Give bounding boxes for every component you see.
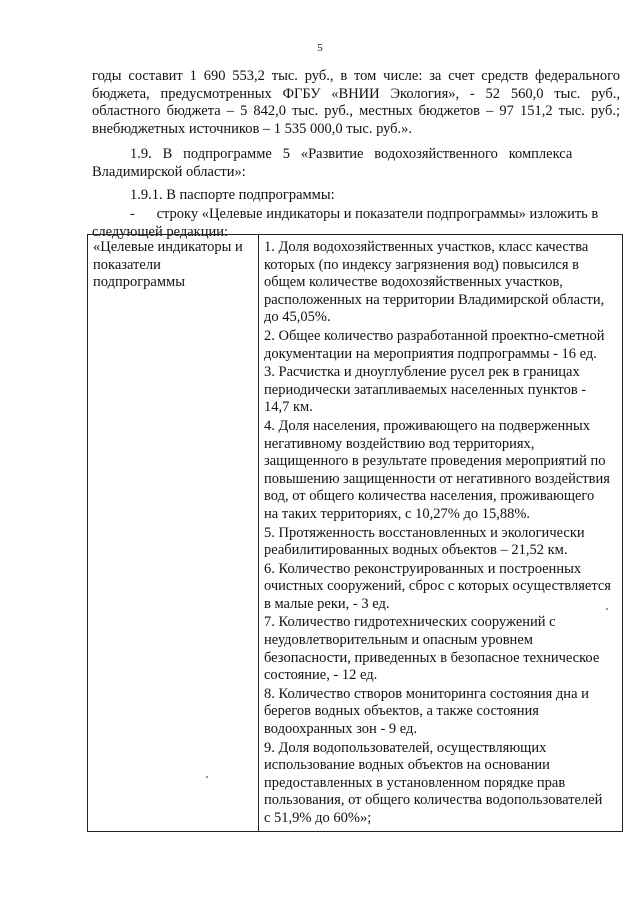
item-line: 2. Общее количество разработанной проектно-сметной xyxy=(264,327,605,344)
passport-heading xyxy=(92,187,620,205)
text-line: внебюджетных источников – 1 535 000,0 тыс. руб.». xyxy=(92,120,413,137)
item-line: 4. Доля населения, проживающего на подверженных xyxy=(264,417,591,434)
indicator-item xyxy=(264,364,618,417)
indicator-item xyxy=(264,686,618,739)
text-line: 1.9.1. В паспорте подпрограммы: xyxy=(130,187,335,203)
item-line: 6. Количество реконструированных и построенных xyxy=(264,560,582,577)
item-line: берегов водных объектов, а также состояния xyxy=(264,703,539,720)
item-line: на таких территориях, с 10,27% до 15,88%. xyxy=(264,505,531,522)
item-line: использование водных объектов на основании xyxy=(264,757,550,774)
table-row xyxy=(88,235,623,832)
indicator-values-cell xyxy=(259,235,623,832)
item-line: 8. Количество створов мониторинга состояния дна и xyxy=(264,685,589,702)
item-line: расположенных на территории Владимирской области, xyxy=(264,291,605,308)
item-line: негативному воздействию вод территориях, xyxy=(264,435,535,452)
text-line: следующей редакции: xyxy=(92,223,229,240)
indicators-table xyxy=(87,234,623,832)
item-line: 7. Количество гидротехнических сооружений с xyxy=(264,614,556,631)
text-line: бюджета, предусмотренных ФГБУ «ВНИИ Экология», - 52 560,0 тыс. руб., xyxy=(92,85,620,102)
item-line: защищенного в результате проведения мероприятий по xyxy=(264,453,606,470)
item-line: 14,7 км. xyxy=(264,399,313,416)
item-line: периодически затапливаемых населенных пунктов - xyxy=(264,381,587,398)
indicator-item xyxy=(264,525,618,560)
text-line: годы составит 1 690 553,2 тыс. руб., в том числе: за счет средств федерального xyxy=(92,68,620,84)
item-line: 1. Доля водохозяйственных участков, класс качества xyxy=(264,239,589,255)
item-line: повышению защищенности от негативного воздействия xyxy=(264,470,610,487)
item-line: реабилитированных водных объектов – 21,52 км. xyxy=(264,542,568,559)
indicator-item xyxy=(264,418,618,524)
indicator-item xyxy=(264,740,618,828)
subprogram-paragraph xyxy=(92,146,620,181)
indicator-item xyxy=(264,614,618,684)
item-line: в малые реки, - 3 ед. xyxy=(264,595,390,612)
indicator-item xyxy=(264,239,618,327)
indicator-item xyxy=(264,561,618,614)
item-line: очистных сооружений, сброс с которых осуществляется xyxy=(264,578,611,595)
label-line: показатели xyxy=(93,256,161,273)
item-line: неудовлетворительным и опасным уровнем xyxy=(264,632,533,649)
item-line: вод, от общего количества населения, проживающего xyxy=(264,488,595,505)
text-line: Владимирской области»: xyxy=(92,163,246,180)
indicator-label-cell xyxy=(88,235,259,832)
item-line: 3. Расчистка и дноуглубление русел рек в границах xyxy=(264,364,580,381)
label-line: «Целевые индикаторы и xyxy=(93,239,243,255)
text-line: 1.9. В подпрограмме 5 «Развитие водохозяйственного комплекса xyxy=(130,146,573,162)
scan-speck xyxy=(606,608,608,610)
page-number: 5 xyxy=(317,42,323,54)
item-line: с 51,9% до 60%»; xyxy=(264,810,372,826)
item-line: предоставленных в установленном порядке прав xyxy=(264,774,566,791)
text-line: областного бюджета – 5 842,0 тыс. руб., местных бюджетов – 97 151,2 тыс. руб.; xyxy=(92,103,620,119)
text-line: - строку «Целевые индикаторы и показатели подпрограммы» изложить в xyxy=(130,206,599,222)
item-line: документации на мероприятия подпрограммы - 16 ед. xyxy=(264,345,597,362)
item-line: 5. Протяженность восстановленных и экологически xyxy=(264,524,585,541)
item-line: общем количестве водохозяйственных участков, xyxy=(264,274,563,291)
item-line: состояние, - 12 ед. xyxy=(264,667,378,684)
budget-paragraph xyxy=(92,68,620,138)
item-line: водоохранных зон - 9 ед. xyxy=(264,721,418,738)
scan-speck xyxy=(206,776,208,778)
item-line: безопасности, приведенных в безопасное техническое xyxy=(264,649,600,666)
indicator-item xyxy=(264,328,618,363)
item-line: 9. Доля водопользователей, осуществляющих xyxy=(264,739,547,756)
item-line: до 45,05%. xyxy=(264,309,331,326)
item-line: пользования, от общего количества водопользователей xyxy=(264,792,603,809)
item-line: которых (по индексу загрязнения вод) повысился в xyxy=(264,256,580,273)
label-line: подпрограммы xyxy=(93,274,185,291)
